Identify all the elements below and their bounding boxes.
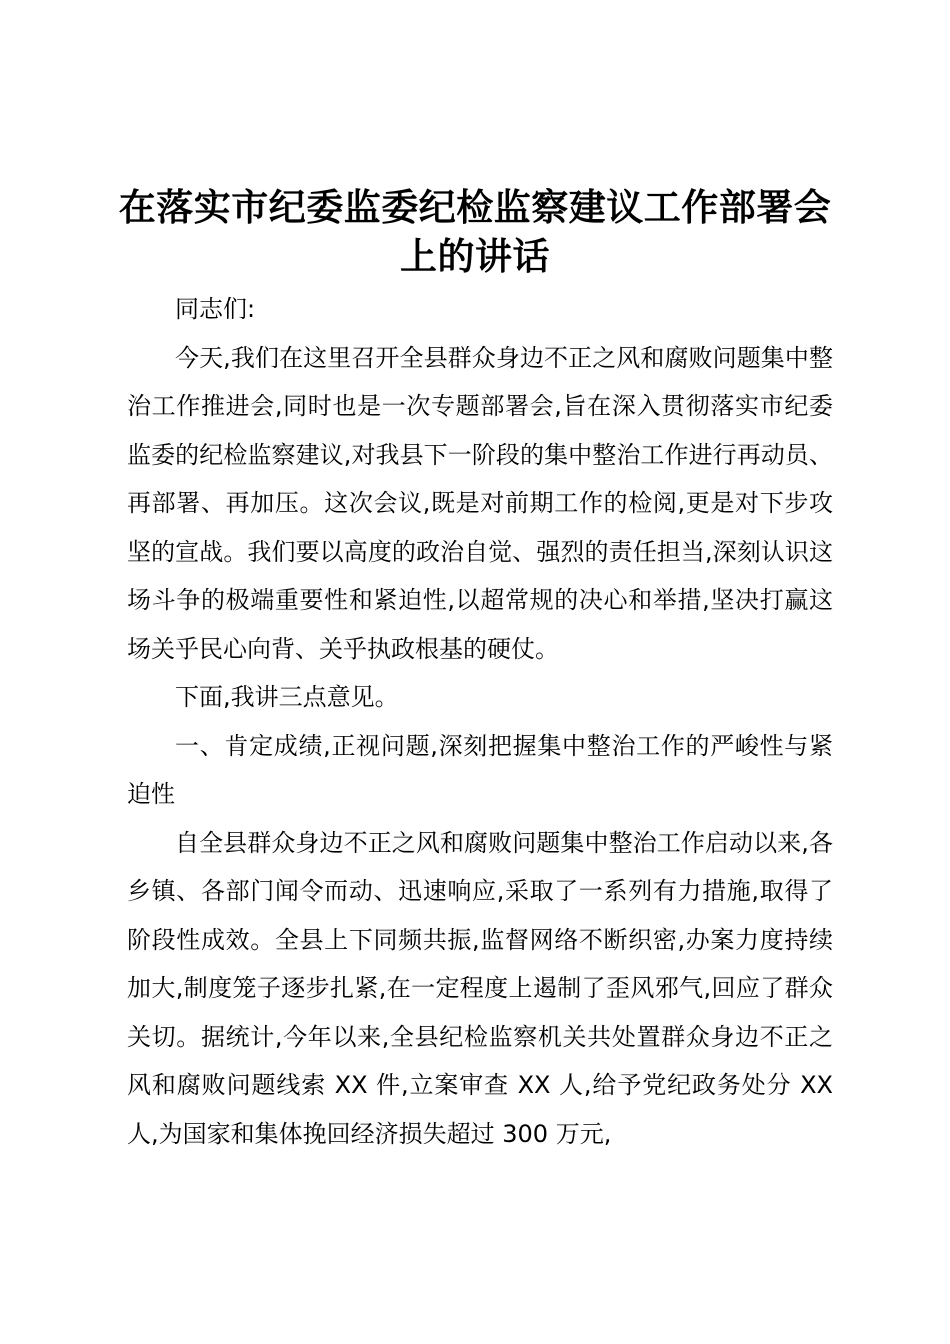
salutation: 同志们: [175,295,256,323]
document-body [127,285,833,1158]
body-paragraph: 下面,我讲三点意见。 [175,683,399,711]
section-heading: 一、肯定成绩,正视问题,深刻把握集中整治工作的严峻性与紧迫性 [127,731,833,808]
body-paragraph: 自全县群众身边不正之风和腐败问题集中整治工作启动以来,各乡镇、各部门闻令而动、迅速响应,采取了一系列有力措施,取得了阶段性成效。全县上下同频共振,监督网络不断织密,办案力度持续加大,制度笼子逐步扎紧,在一定程度上遏制了歪风邪气,回应了群众关切。据统计,今年以来,全县纪检监察机关共处置群众身边不正之风和腐败问题线索 XX 件,立案审查 XX 人,给予党纪政务处分 XX 人,为国家和集体挽回经济损失超过 300 万元, [127,828,833,1148]
document-title: 在落实市纪委监委纪检监察建议工作部署会上的讲话 [118,186,832,278]
body-paragraph: 今天,我们在这里召开全县群众身边不正之风和腐败问题集中整治工作推进会,同时也是一次专题部署会,旨在深入贯彻落实市纪委监委的纪检监察建议,对我县下一阶段的集中整治工作进行再动员、再部署、再加压。这次会议,既是对前期工作的检阅,更是对下步攻坚的宣战。我们要以高度的政治自觉、强烈的责任担当,深刻认识这场斗争的极端重要性和紧迫性,以超常规的决心和举措,坚决打赢这场关乎民心向背、关乎执政根基的硬仗。 [127,343,833,663]
